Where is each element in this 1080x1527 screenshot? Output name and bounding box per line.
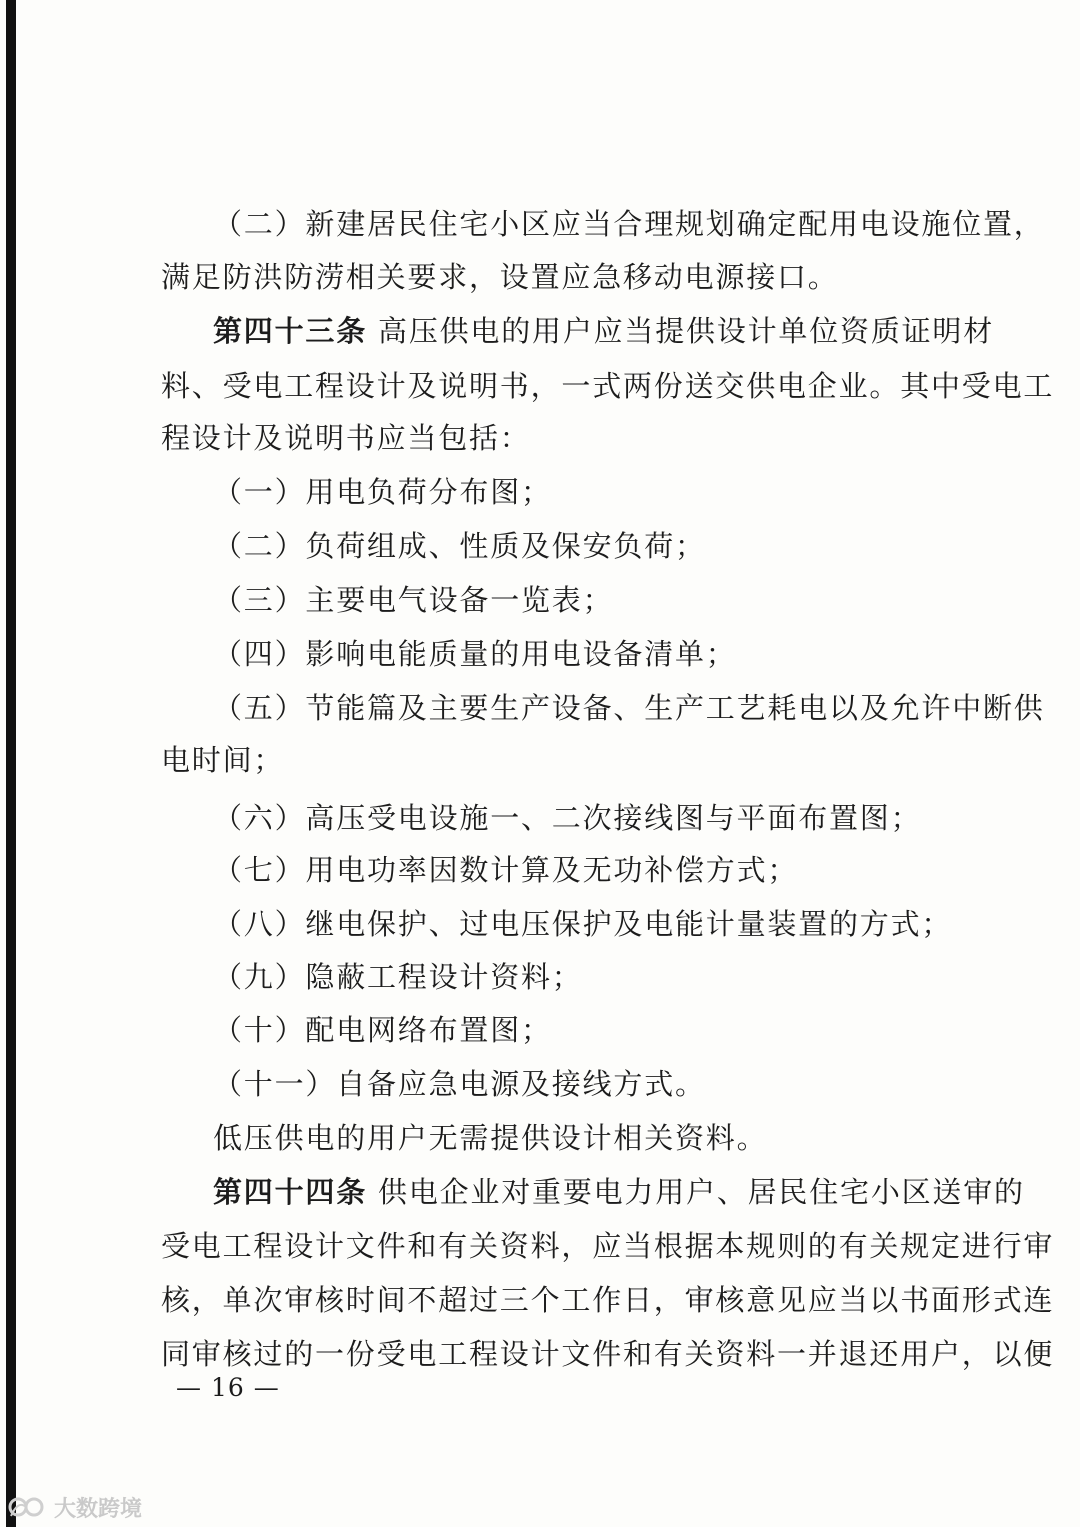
list-item-9: （九）隐蔽工程设计资料； (213, 960, 583, 994)
text-line-21: 核，单次审核时间不超过三个工作日，审核意见应当以书面形式连 (161, 1283, 1055, 1317)
text-line-2: 满足防洪防涝相关要求，设置应急移动电源接口。 (161, 260, 839, 294)
list-item-11: （十一）自备应急电源及接线方式。 (213, 1067, 706, 1101)
list-item-2: （二）负荷组成、性质及保安负荷； (213, 529, 706, 563)
list-item-10: （十）配电网络布置图； (213, 1013, 552, 1047)
list-item-8: （八）继电保护、过电压保护及电能计量装置的方式； (213, 907, 953, 941)
text-line-5: 程设计及说明书应当包括： (161, 421, 531, 455)
article-44-line (213, 1172, 1025, 1212)
watermark (8, 1493, 142, 1521)
text-line-20: 受电工程设计文件和有关资料，应当根据本规则的有关规定进行审 (161, 1229, 1055, 1263)
list-item-7: （七）用电功率因数计算及无功补偿方式； (213, 853, 799, 887)
list-item-6: （六）高压受电设施一、二次接线图与平面布置图； (213, 801, 922, 835)
list-item-1: （一）用电负荷分布图； (213, 475, 552, 509)
list-item-3: （三）主要电气设备一览表； (213, 583, 614, 617)
list-item-5-continued: 电时间； (161, 743, 285, 777)
list-item-5: （五）节能篇及主要生产设备、生产工艺耗电以及允许中断供 (213, 691, 1045, 725)
article-43-heading: 第四十三条 (213, 314, 368, 348)
article-43-line (213, 311, 995, 351)
text-line-1: （二）新建居民住宅小区应当合理规划确定配用电设施位置， (213, 207, 1045, 241)
page-number: — 16 — (176, 1373, 280, 1402)
watermark-logo-icon (8, 1494, 46, 1520)
list-item-4: （四）影响电能质量的用电设备清单； (213, 637, 737, 671)
text-line-4: 料、受电工程设计及说明书，一式两份送交供电企业。其中受电工 (161, 369, 1055, 403)
text-line-low-voltage: 低压供电的用户无需提供设计相关资料。 (213, 1121, 768, 1155)
article-44-heading: 第四十四条 (213, 1175, 368, 1209)
text-line-22: 同审核过的一份受电工程设计文件和有关资料一并退还用户，以便 (161, 1337, 1055, 1371)
article-43-text: 高压供电的用户应当提供设计单位资质证明材 (367, 314, 995, 348)
watermark-text: 大数跨境 (54, 1496, 143, 1522)
article-44-text: 供电企业对重要电力用户、居民住宅小区送审的 (367, 1175, 1025, 1209)
